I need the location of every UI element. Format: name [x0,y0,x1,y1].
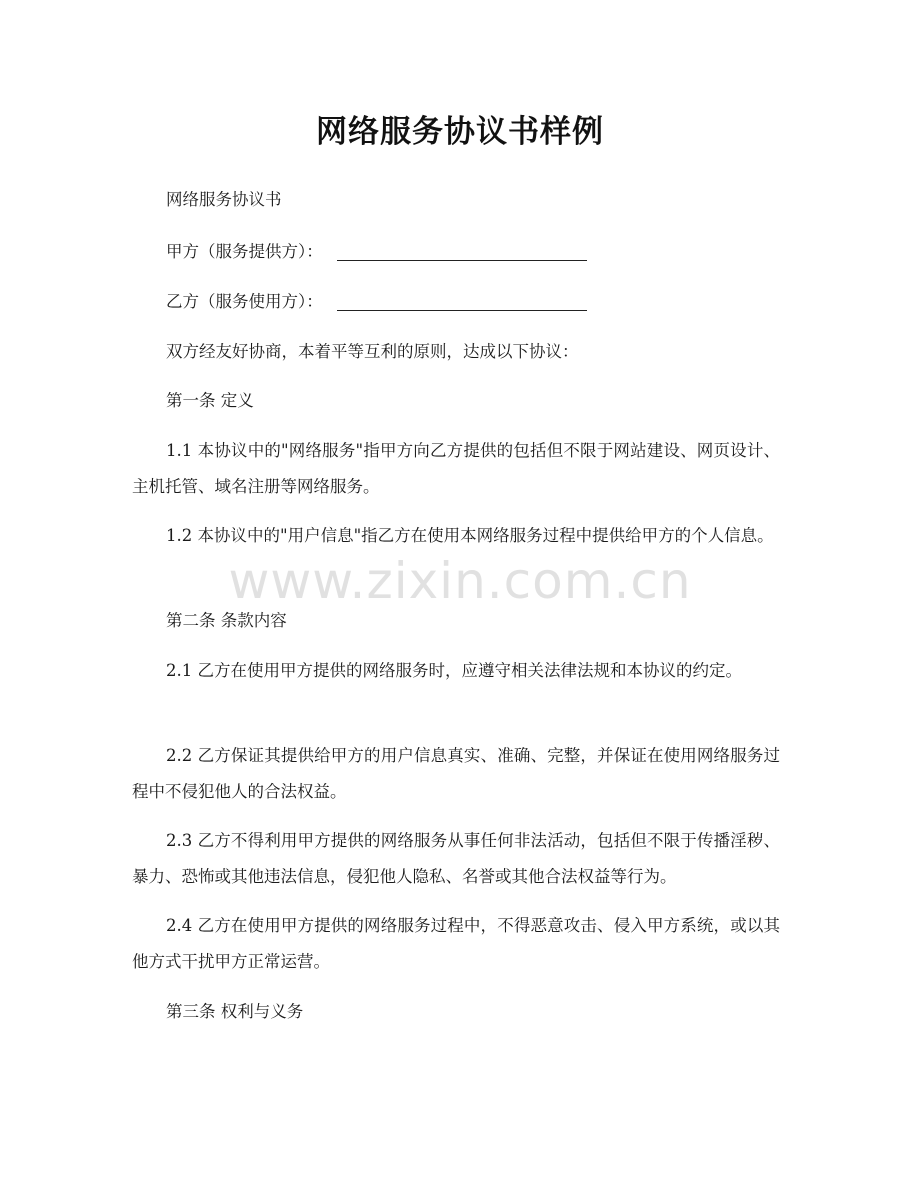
article-1-heading: 第一条 定义 [166,391,254,410]
article-3-heading: 第三条 权利与义务 [166,1002,304,1021]
article-2-heading: 第二条 条款内容 [166,611,287,630]
document-subtitle: 网络服务协议书 [166,190,282,209]
party-b-label: 乙方（服务使用方）： [166,292,323,311]
clause-1-2: 1.2 本协议中的"用户信息"指乙方在使用本网络服务过程中提供给甲方的个人信息。 [166,526,774,545]
party-a-label: 甲方（服务提供方）： [166,242,323,261]
clause-2-3: 2.3 乙方不得利用甲方提供的网络服务从事任何非法活动，包括但不限于传播淫秽、暴力、恐怖或其他违法信息，侵犯他人隐私、名誉或其他合法权益等行为。 [132,831,780,886]
clause-2-2: 2.2 乙方保证其提供给甲方的用户信息真实、准确、完整，并保证在使用网络服务过程中不侵犯他人的合法权益。 [132,746,780,801]
clause-1-1: 1.1 本协议中的"网络服务"指甲方向乙方提供的包括但不限于网站建设、网页设计、主机托管、域名注册等网络服务。 [132,441,780,496]
document-title: 网络服务协议书样例 [316,114,604,150]
party-a-blank [337,259,587,261]
intro-paragraph: 双方经友好协商，本着平等互利的原则，达成以下协议： [166,342,579,361]
clause-2-1: 2.1 乙方在使用甲方提供的网络服务时，应遵守相关法律法规和本协议的约定。 [166,661,742,680]
party-b-blank [337,309,587,311]
watermark-text: www.zixin.com.cn [228,552,692,610]
clause-2-4: 2.4 乙方在使用甲方提供的网络服务过程中，不得恶意攻击、侵入甲方系统，或以其他方式干扰甲方正常运营。 [132,916,780,971]
party-a-row [166,234,587,270]
party-b-row [166,284,587,320]
